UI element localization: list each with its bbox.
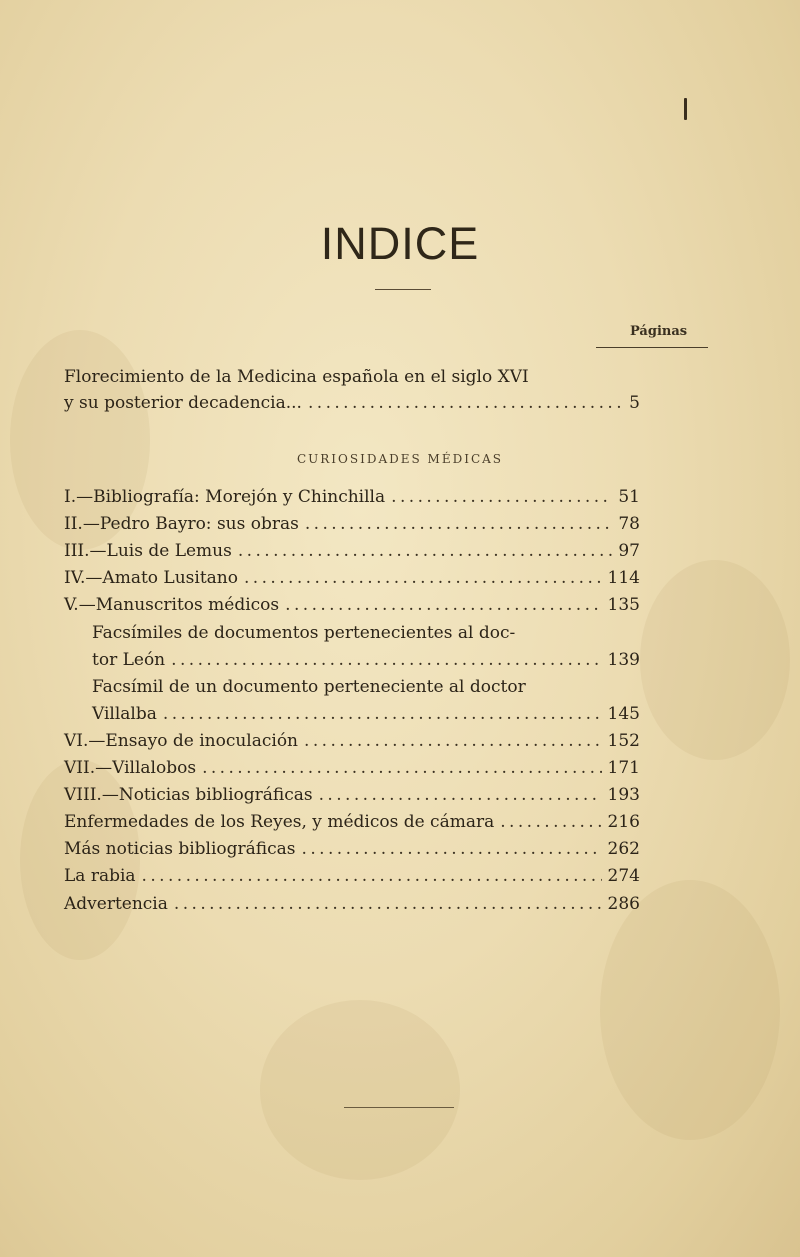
toc-entry xyxy=(92,674,640,700)
leader-dots xyxy=(319,782,602,808)
toc-entry-title: Villalba xyxy=(92,703,157,724)
pages-column-header: Páginas xyxy=(630,324,688,339)
pages-header-rule xyxy=(596,347,708,348)
toc-entry xyxy=(64,538,640,564)
toc-entry xyxy=(64,755,640,781)
toc-entry-page: 216 xyxy=(607,812,640,833)
toc-entry xyxy=(64,782,640,808)
toc-entry-page: 262 xyxy=(607,839,640,860)
toc-entry-page: 286 xyxy=(607,893,640,914)
toc-entry xyxy=(64,836,640,862)
toc-entry-title: I.—Bibliografía: Morejón y Chinchilla xyxy=(64,487,386,507)
toc-entry xyxy=(64,592,640,618)
toc-entry-page: 193 xyxy=(607,785,640,806)
toc-entry xyxy=(64,565,640,591)
toc-entry xyxy=(92,701,640,727)
section-title: CURIOSIDADES MÉDICAS xyxy=(296,452,504,466)
toc-entry-page: 145 xyxy=(607,703,640,724)
toc-entry-title: IV.—Amato Lusitano xyxy=(64,568,238,589)
toc-entry-page: 135 xyxy=(607,595,640,616)
title-divider xyxy=(375,289,431,290)
toc-entry-title: V.—Manuscritos médicos xyxy=(64,595,280,616)
intro-line-1: Florecimiento de la Medicina española en el siglo XVI xyxy=(64,367,529,387)
leader-dots xyxy=(391,484,612,510)
toc-entry-page: 274 xyxy=(607,866,640,887)
leader-dots xyxy=(500,809,601,835)
toc-entry xyxy=(64,891,640,917)
toc-entry-page: 51 xyxy=(618,487,640,507)
leader-dots xyxy=(163,701,602,727)
toc-entry-title: Más noticias bibliográficas xyxy=(64,839,296,860)
ink-mark xyxy=(684,98,687,120)
toc-entry-title: La rabia xyxy=(64,866,136,887)
toc-entry xyxy=(64,511,640,537)
leader-dots xyxy=(308,390,623,416)
leader-dots xyxy=(285,592,601,618)
toc-entry-page: 152 xyxy=(607,730,640,751)
bottom-divider xyxy=(344,1107,454,1108)
toc-entry xyxy=(64,809,640,835)
leader-dots xyxy=(142,863,602,889)
toc-entry-page: 97 xyxy=(618,541,640,562)
toc-entry-title: Enfermedades de los Reyes, y médicos de cámara xyxy=(64,812,495,833)
toc-entry-title: VIII.—Noticias bibliográficas xyxy=(64,785,313,806)
toc-entry xyxy=(64,863,640,889)
toc-entry-title: VII.—Villalobos xyxy=(64,758,197,778)
leader-dots xyxy=(304,728,602,754)
leader-dots xyxy=(244,565,602,591)
toc-entry-title: III.—Luis de Lemus xyxy=(64,541,232,562)
leader-dots xyxy=(171,647,601,673)
toc-entry xyxy=(64,484,640,510)
page-title: INDICE xyxy=(320,218,480,269)
toc-entry-page: 139 xyxy=(607,649,640,670)
leader-dots xyxy=(305,511,613,537)
toc-entry-title: II.—Pedro Bayro: sus obras xyxy=(64,514,299,535)
toc-entry-title: VI.—Ensayo de inoculación xyxy=(64,730,299,751)
toc-entry-page: 114 xyxy=(607,568,640,589)
toc-entry-title: Facsímiles de documentos pertenecientes al doc- xyxy=(92,622,516,643)
intro-page-number: 5 xyxy=(629,393,640,413)
leader-dots xyxy=(302,836,602,862)
toc-entry xyxy=(64,728,640,754)
toc-entry-title: tor León xyxy=(92,649,166,670)
toc-entry-title: Facsímil de un documento perteneciente al doctor xyxy=(92,676,526,697)
toc-entry xyxy=(92,647,640,673)
intro-line-2: y su posterior decadencia... xyxy=(64,393,302,413)
leader-dots xyxy=(174,891,602,917)
toc-entry-title: Advertencia xyxy=(64,893,168,914)
leader-dots xyxy=(238,538,613,564)
toc-entry-page: 78 xyxy=(618,514,640,535)
toc-entry xyxy=(92,620,640,646)
toc-entry-page: 171 xyxy=(607,758,640,778)
leader-dots xyxy=(202,755,601,781)
